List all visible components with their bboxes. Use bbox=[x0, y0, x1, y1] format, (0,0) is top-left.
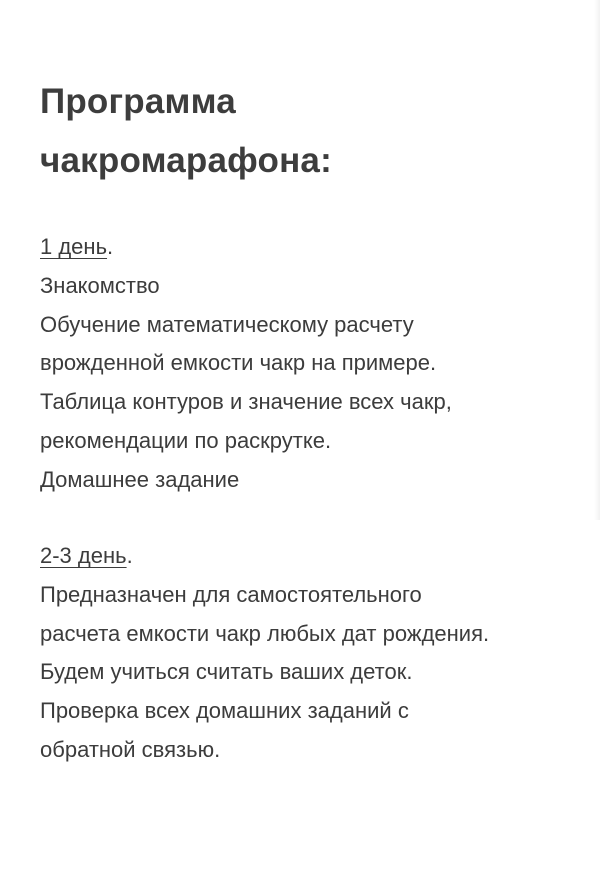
day-1-line-3: врожденной емкости чакр на примере. bbox=[40, 350, 437, 376]
page-title bbox=[40, 72, 580, 190]
day-1-label: 1 день bbox=[40, 234, 108, 259]
day-2-3-line-1: Предназначен для самостоятельного bbox=[40, 581, 422, 607]
title-line-1: Программа bbox=[40, 82, 236, 121]
program-content bbox=[40, 72, 580, 762]
page-edge-shadow bbox=[594, 0, 600, 520]
day-1-line-2: Обучение математическому расчету bbox=[40, 311, 414, 337]
day-1-line-6: Домашнее задание bbox=[40, 466, 240, 492]
day-1-line-5: рекомендации по раскрутке. bbox=[40, 427, 332, 453]
day-2-3-label: 2-3 день bbox=[40, 543, 127, 568]
day-1-heading bbox=[40, 228, 452, 267]
day-1-suffix: . bbox=[107, 234, 114, 259]
day-2-3-line-3: Будем учиться считать ваших деток. bbox=[40, 659, 413, 685]
day-1-line-1: Знакомство bbox=[40, 272, 160, 298]
day-2-3-line-4: Проверка всех домашних заданий с bbox=[40, 698, 409, 724]
day-2-3-suffix: . bbox=[126, 543, 133, 568]
day-2-3-line-2: расчета емкости чакр любых дат рождения. bbox=[40, 620, 490, 646]
day-2-3-heading bbox=[40, 537, 489, 576]
day-1-line-4: Таблица контуров и значение всех чакр, bbox=[40, 389, 452, 415]
day-1-section bbox=[40, 228, 452, 500]
day-2-3-line-5: обратной связью. bbox=[40, 736, 221, 762]
day-2-3-section bbox=[40, 537, 489, 770]
title-line-2: чакромарафона: bbox=[40, 141, 332, 180]
